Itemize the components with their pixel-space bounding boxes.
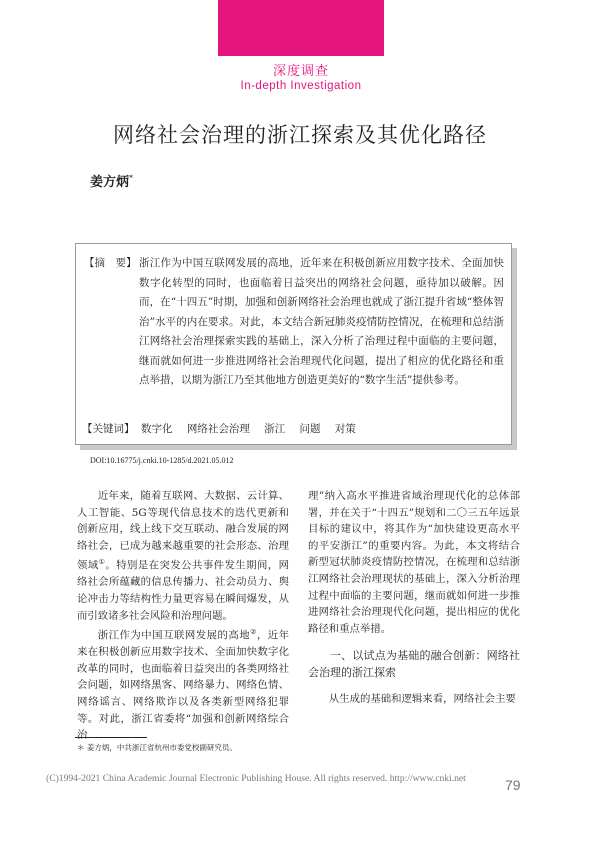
keyword: 网络社会治理 xyxy=(186,423,250,435)
body-text: ，近年来在积极创新应用数字技术、全面加快数字化改革的同时，也面临着日益突出的各类网络社会问题，如网络黑客、网络暴力、网络色情、网络谣言、网络欺诈以及各类新型网络犯罪等。对此，浙江省委将“加强和创新网络综合治 xyxy=(77,629,290,742)
author-name-text: 姜方炳 xyxy=(90,175,130,190)
ref-mark: ② xyxy=(250,628,257,637)
body-text: 浙江作为中国互联网发展的高地 xyxy=(97,629,251,642)
section-heading: 一、以试点为基础的融合创新：网络社会治理的浙江探索 xyxy=(308,649,520,680)
keywords-label: 【关键词】 xyxy=(82,423,135,435)
section-header-bar xyxy=(218,0,384,56)
abstract-label: 【摘 要】 xyxy=(84,257,137,269)
copyright-line: (C)1994-2021 China Academic Journal Electronic Publishing House. All rights reserved. http://www.cnki.net xyxy=(46,773,466,784)
section-title-cn: 深度调查 xyxy=(272,64,329,79)
body-paragraph xyxy=(77,488,289,624)
keyword: 数字化 xyxy=(141,423,173,435)
footnote: ＊ 姜方炳，中共浙江省杭州市委党校副研究员。 xyxy=(77,743,237,752)
body-paragraph xyxy=(77,624,289,744)
body-text: 。特别是在突发公共事件发生期间，网络社会所蕴藏的信息传播力、社会动员力、舆论冲击力等结构性力量更容易在瞬间爆发，从而引致诸多社会风险和治理问题。 xyxy=(77,559,290,622)
doi: DOI:10.16775/j.cnki.10-1285/d.2021.05.012 xyxy=(90,456,234,465)
body-left-column xyxy=(77,488,289,744)
body-text: 近年来，随着互联网、大数据、云计算、人工智能、5G等现代信息技术的迭代更新和创新应用，线上线下交互联动、融合发展的网络社会，已成为越来越重要的社会形态、治理领域 xyxy=(77,490,289,572)
paper-title: 网络社会治理的浙江探索及其优化路径 xyxy=(113,123,487,147)
keyword: 对策 xyxy=(334,423,356,435)
body-paragraph: 理”纳入高水平推进省域治理现代化的总体部署，并在关于“十四五”规划和二〇三五年远景目标的建议中，将其作为“加快建设更高水平的平安浙江”的重要内容。为此，本文将结合新型冠状肺炎疫情防控情况，在梳理和总结浙江网络社会治理现状的基础上，深入分析治理过程中面临的主要问题，继而就如何进一步推进网络社会治理现代化问题，提出相应的优化路径和重点举措。 xyxy=(308,490,520,635)
author-footnote-mark: * xyxy=(129,173,134,183)
author-name xyxy=(90,171,133,190)
keywords-list xyxy=(141,421,367,436)
footnote-rule xyxy=(75,737,147,738)
body-paragraph: 从生成的基础和逻辑来看，网络社会主要 xyxy=(328,693,516,706)
page-number: 79 xyxy=(505,777,521,793)
keyword: 浙江 xyxy=(264,423,286,435)
ref-mark: ① xyxy=(98,558,106,567)
body-right-column xyxy=(308,488,520,708)
section-title-en: In-depth Investigation xyxy=(240,80,362,92)
abstract-text: 浙江作为中国互联网发展的高地，近年来在积极创新应用数字技术、全面加快数字化转型的同时，也面临着日益突出的网络社会问题，亟待加以破解。因而，在“十四五”时期，加强和创新网络社会治理也就成了浙江提升省域“整体智治”水平的内在要求。对此，本文结合新冠肺炎疫情防控情况，在梳理和总结浙江网络社会治理探索实践的基础上，深入分析了治理过程中面临的主要问题，继而就如何进一步推进网络社会治理现代化问题，提出了相应的优化路径和重点举措，以期为浙江乃至其他地方创造更美好的“数字生活”提供参考。 xyxy=(139,257,504,386)
keyword: 问题 xyxy=(299,423,321,435)
